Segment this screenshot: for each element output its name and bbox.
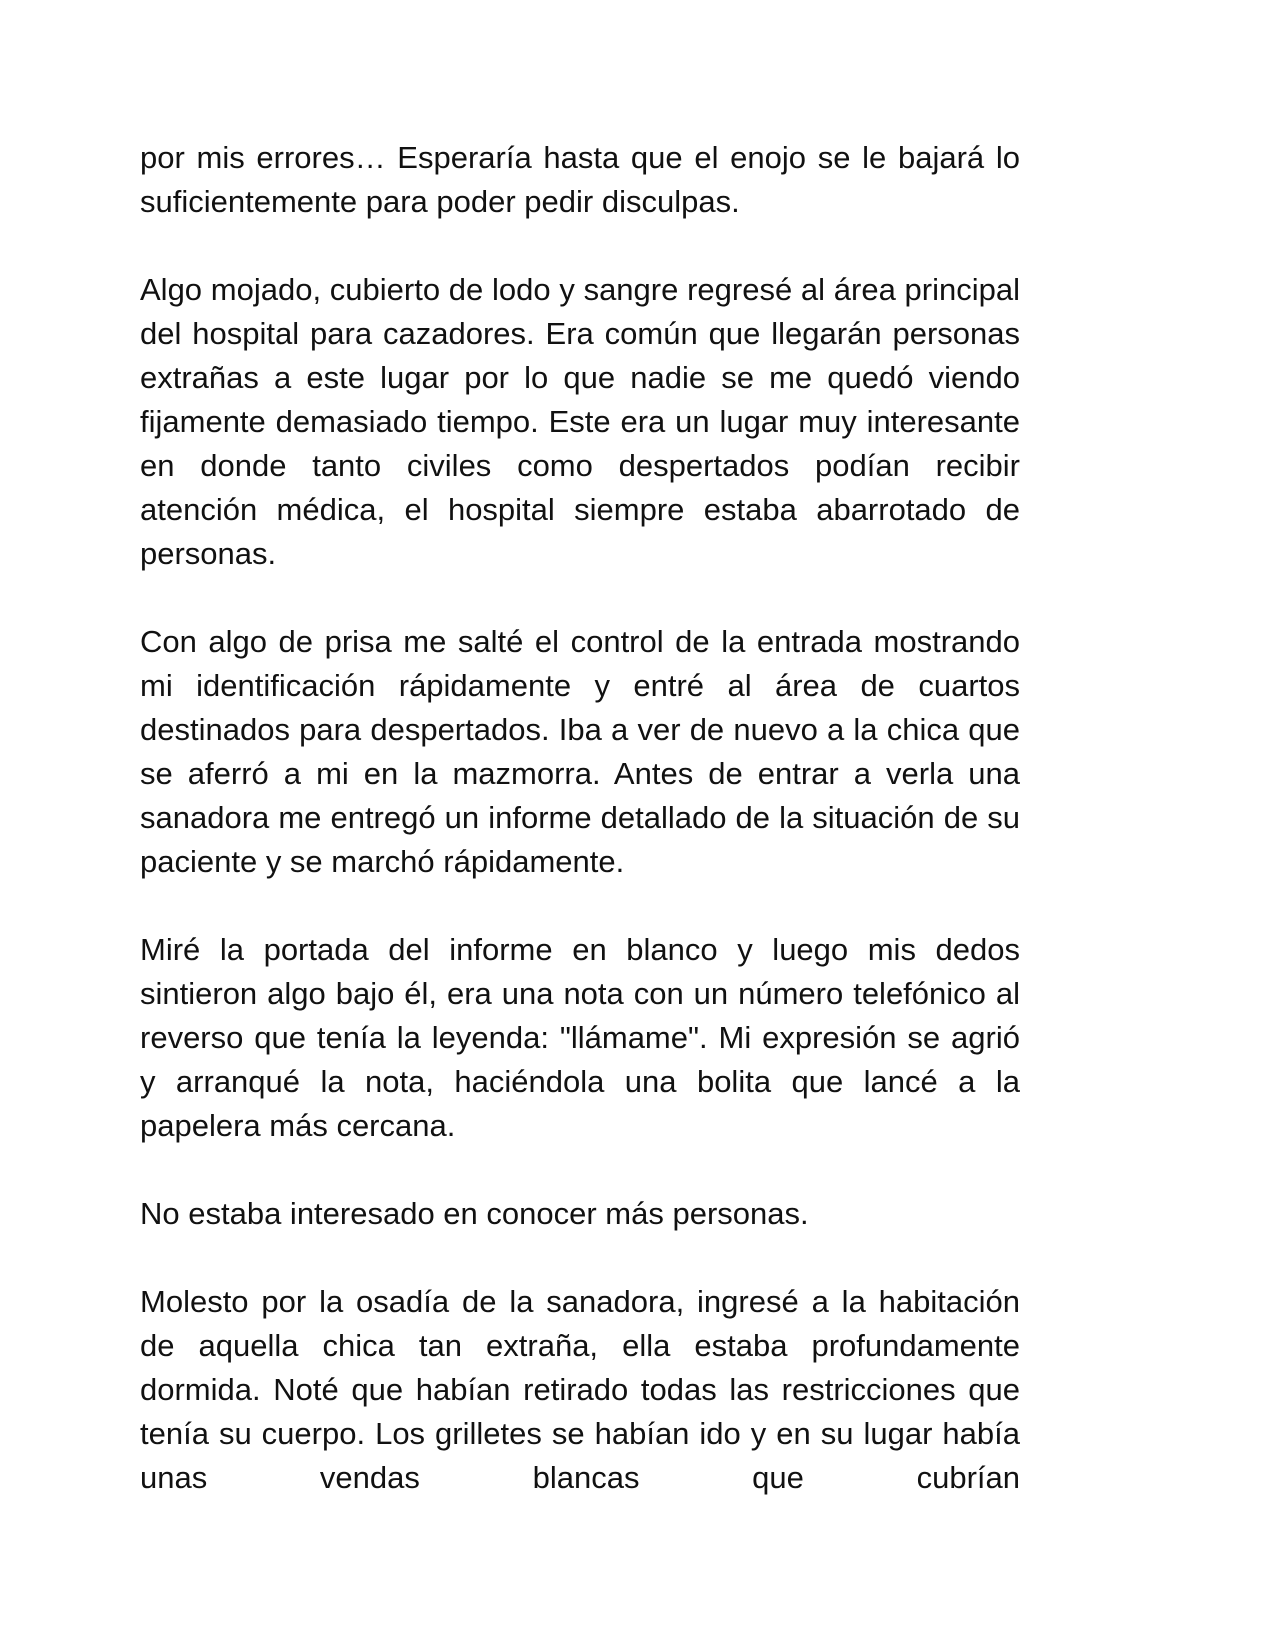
paragraph-1: por mis errores… Esperaría hasta que el enojo se le bajará lo suficientemente para poder pedir disculpas.: [140, 140, 1020, 219]
paragraph-4: Miré la portada del informe en blanco y luego mis dedos sintieron algo bajo él, era una nota con un número telefónico al reverso que tenía la leyenda: "llámame". Mi expresión se agrió y arranqué la nota, haciéndola una bolita que lancé a la papelera más cercana.: [140, 932, 1020, 1143]
paragraph-5: No estaba interesado en conocer más personas.: [140, 1196, 809, 1231]
paragraph-2: Algo mojado, cubierto de lodo y sangre regresé al área principal del hospital para cazadores. Era común que llegarán personas extrañas a este lugar por lo que nadie se me quedó viendo fijamente demasiado tiempo. Este era un lugar muy interesante en donde tanto civiles como despertados podían recibir atención médica, el hospital siempre estaba abarrotado de personas.: [140, 272, 1020, 571]
paragraph-6: Molesto por la osadía de la sanadora, ingresé a la habitación de aquella chica tan extraña, ella estaba profundamente dormida. Noté que habían retirado todas las restricciones que tenía su cuerpo. Los grilletes se habían ido y en su lugar había unas vendas blancas que cubrían: [140, 1284, 1020, 1495]
text-column: [140, 136, 1020, 1500]
paragraph-3: Con algo de prisa me salté el control de la entrada mostrando mi identificación rápidamente y entré al área de cuartos destinados para despertados. Iba a ver de nuevo a la chica que se aferró a mi en la mazmorra. Antes de entrar a verla una sanadora me entregó un informe detallado de la situación de su paciente y se marchó rápidamente.: [140, 624, 1020, 879]
